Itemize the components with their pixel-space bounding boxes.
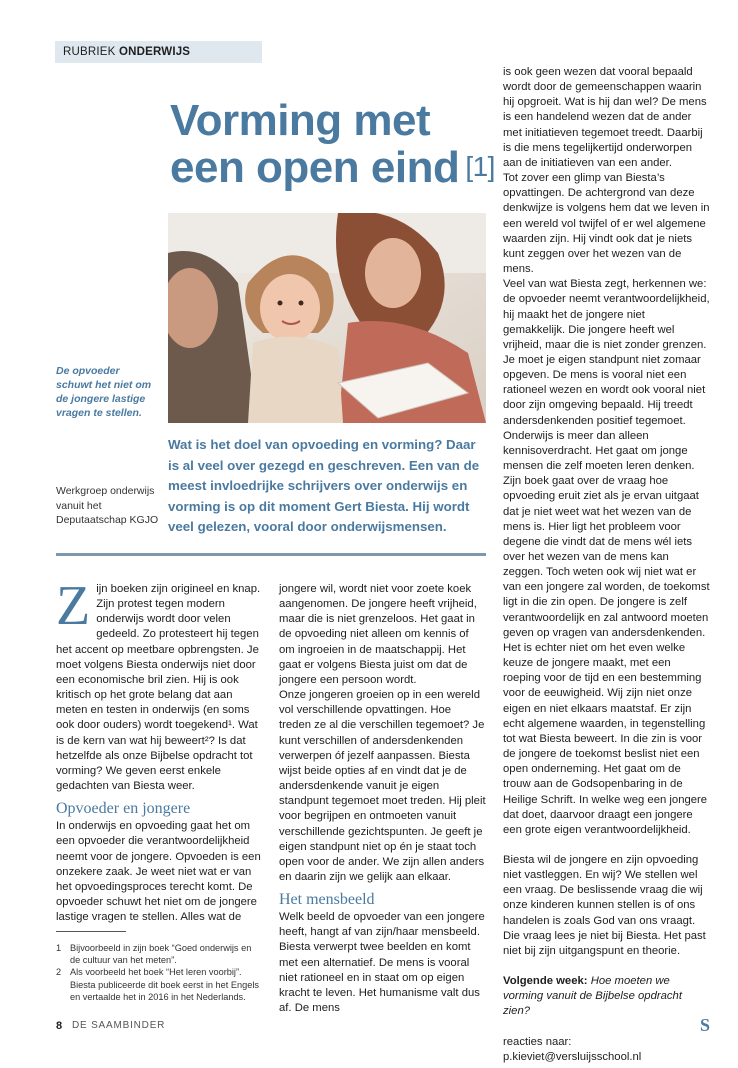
rubriek-prefix: RUBRIEK bbox=[63, 46, 116, 58]
footnote bbox=[56, 966, 261, 1003]
footnote-text: Als voorbeeld het boek “Het leren voorbij”. Biesta publiceerde dit boek eerst in het Engels en vertaalde het in 2016 in het Nederlands. bbox=[70, 967, 259, 1002]
footnote bbox=[56, 942, 261, 966]
footnote-divider bbox=[56, 931, 126, 932]
paragraph: jongere wil, wordt niet voor zoete koek aangenomen. De jongere heeft vrijheid, maar die is niet grenzeloos. Het gaat in de opvoeding niet alleen om kennis of om ingroeien in de maatschappij. Het gaat er volgens Biesta juist om dat de jongere een persoon wordt. bbox=[279, 583, 477, 686]
next-week-text: Hoe moeten we vorming vanuit de Bijbelse opdracht zien? bbox=[503, 975, 682, 1018]
intro-lead: Wat is het doel van opvoeding en vorming? Daar is al veel over gezegd en geschreven. Een van de meest invloedrijke schrijvers over onderwijs en vorming is op dit moment Gert Biesta. Hij wordt veel gelezen, vooral door onderwijsmensen. bbox=[168, 437, 480, 534]
drop-cap: Z bbox=[56, 575, 91, 637]
paragraph: Welk beeld de opvoeder van een jongere heeft, hangt af van zijn/haar mensbeeld. Biesta verwerpt twee beelden en komt met een alternatief. De mens is vooral niet rationeel en in staat om op eigen kracht te leven. Het humanisme valt dus af. De mens bbox=[279, 911, 485, 1015]
photo-caption: De opvoeder schuwt het niet om de jongere lastige vragen te stellen. bbox=[56, 365, 152, 419]
title-line-2: een open eind bbox=[170, 143, 460, 192]
subheading-mensbeeld: Het mensbeeld bbox=[279, 891, 375, 909]
end-mark-logo: S bbox=[700, 1015, 711, 1035]
paragraph: Veel van wat Biesta zegt, herkennen we: de opvoeder neemt verantwoordelijkheid, hij maakt het de jongere niet gemakkelijk. Die jongere heeft wel vrijheid, maar die is niet zonder grenzen. Je moet je eigen standpunt niet zomaar opgeven. De mens is vooral niet een rationeel wezen en wordt ook vooral niet door zijn omgeving bepaald. Hij treedt andersdenkenden positief tegemoet. Onderwijs is meer dan alleen kennisoverdracht. Het gaat om jonge mensen die zelf moeten leren denken. bbox=[503, 278, 710, 473]
paragraph: Zijn boek gaat over de vraag hoe opvoeding eruit ziet als je ervan uitgaat dat je niet weet wat het wezen van de mens is. Hier ligt het probleem voor degene die vindt dat de mens wél iets over het wezen van de mens kan zeggen. Toch weten ook wij niet wat er van een jongere zal worden, de toekomst ligt in die zin open. De jongere is zelf verantwoordelijk en zal antwoord moeten geven op vragen van andersdenkenden. bbox=[503, 475, 710, 639]
footnote-text: Bijvoorbeeld in zijn boek “Goed onderwijs en de cultuur van het meten”. bbox=[70, 943, 252, 966]
paragraph: Biesta wil de jongere en zijn opvoeding niet vastleggen. En wij? We stellen wel een vraag. De beslissende vraag die wij onze kinderen kunnen stellen is of ons handelen is zoals God van ons vraagt. Die vraag lees je niet bij Biesta. Het past niet bij zijn uitgangspunt en theorie. bbox=[503, 853, 706, 957]
publication-name: DE SAAMBINDER bbox=[72, 1020, 166, 1031]
paragraph: Onze jongeren groeien op in een wereld vol verschillende opvattingen. Hoe treden ze al die verschillen tegemoet? Je kunt verschillen of andersdenkenden verwerpen óf jezelf aanpassen. Biesta wijst beide opties af en vindt dat je de andersdenkende vanuit je eigen standpunt tegemoet moet treden. Hij pleit voor begrijpen en ontmoeten vanuit verschillende gezichtspunten. Je geeft je eigen standpunt niet op én je staat toch open voor de ander. We zijn allen anders en daarin zijn we gelijk aan elkaar. bbox=[279, 689, 486, 883]
paragraph: Tot zover een glimp van Biesta’s opvattingen. De achtergrond van deze denkwijze is volgens hem dat we leven in een wereld vol twijfel of er wel algemene waarden zijn. Hij vindt ook dat je niets kunt zeggen over het wezen van de mens. bbox=[503, 172, 710, 276]
author-credit: Werkgroep onderwijs vanuit het Deputaatschap KGJO bbox=[56, 485, 159, 526]
next-week-label: Volgende week: bbox=[503, 975, 588, 988]
column-2 bbox=[279, 582, 486, 1016]
reactions-label: reacties naar: bbox=[503, 1035, 572, 1048]
contact-email[interactable]: p.kieviet@versluijsschool.nl bbox=[503, 1050, 642, 1063]
footnotes bbox=[56, 942, 261, 1003]
part-number: [1] bbox=[465, 151, 495, 182]
paragraph: Het is echter niet om het even welke keuze de jongere maakt, met een roeping voor de tijd en een bestemming voor de eeuwigheid. Wij zijn niet onze eigen en niet elkaars maatstaf. Er zijn echt algemene waarden, in tegenstelling tot wat Biesta beweert. In die zin is voor de jongere de toekomst beslist niet een open onderneming. Het gaat om de trouw aan de Godsopenbaring in de Heilige Schrift. In welke weg een jongere dat doet, daarvoor draagt een jongere een grote eigen verantwoordelijkheid. bbox=[503, 641, 708, 836]
column-3 bbox=[503, 65, 710, 1065]
rubriek-name: ONDERWIJS bbox=[118, 46, 191, 58]
footnote-number: 2 bbox=[56, 967, 62, 978]
footnote-number: 1 bbox=[56, 943, 62, 953]
column-1 bbox=[56, 575, 261, 925]
section-divider bbox=[56, 553, 486, 556]
next-week-note bbox=[503, 974, 710, 1019]
title-line-1: Vorming met bbox=[170, 96, 431, 145]
article-photo bbox=[168, 213, 486, 423]
paragraph: In onderwijs en opvoeding gaat het om een opvoeder die verantwoordelijkheid neemt voor de jongere. Opvoeden is een onzekere zaak. Je weet niet wat er van het opvoedingsproces terecht komt. De opvoeder schuwt het niet om de jongere lastige vragen te stellen. Alles wat de bbox=[56, 820, 261, 924]
subheading-opvoeder: Opvoeder en jongere bbox=[56, 800, 191, 818]
photo-illustration bbox=[168, 213, 486, 423]
paragraph: ijn boeken zijn origineel en knap. Zijn protest tegen modern onderwijs wordt door velen gedeeld. Zo protesteert hij tegen het accent op meetbare opbrengsten. Je moet volgens Biesta onderwijs niet door een economische bril zien. Hij is ook kritisch op het grote belang dat aan meten en testen in onderwijs (en soms ook door ouders) wordt toegekend¹. Wat is de kern van wat hij beweert²? Is dat hetzelfde als onze Bijbelse opdracht tot vorming? We geven eerst enkele gedachten van Biesta weer. bbox=[56, 583, 261, 793]
paragraph: is ook geen wezen dat vooral bepaald wordt door de gemeenschappen waarin hij opgroeit. Wat is hij dan wel? De mens is een handelend wezen dat de ander met initiatieven tegemoet treedt. Daarbij is die mens tegelijkertijd onderworpen aan de initiatieven van een ander. bbox=[503, 66, 707, 169]
page-number: 8 bbox=[56, 1020, 63, 1032]
article-title bbox=[170, 98, 500, 191]
rubriek-label bbox=[55, 41, 262, 63]
